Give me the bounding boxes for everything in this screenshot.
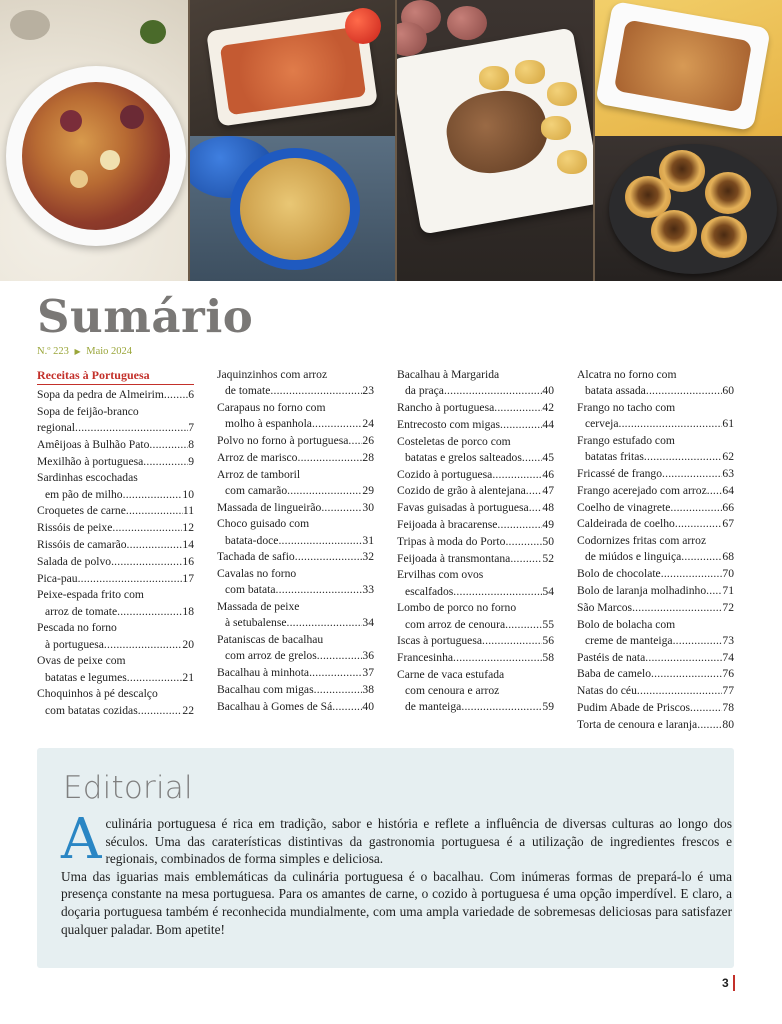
triangle-icon: ▶ xyxy=(74,347,81,356)
toc-page-number: 49 xyxy=(542,517,554,531)
toc-page-number: 47 xyxy=(542,484,554,498)
toc-entry xyxy=(217,516,374,548)
toc-entry-title: Mexilhão à portuguesa xyxy=(37,454,144,468)
toc-entry-title: São Marcos xyxy=(577,600,633,614)
toc-page-number: 52 xyxy=(542,551,554,565)
toc-entry xyxy=(217,433,374,449)
toc-page-number: 67 xyxy=(722,517,734,531)
toc-page-number: 7 xyxy=(188,421,194,434)
photo-stew-dish xyxy=(595,0,782,136)
toc-entry-line: Alcatra no forno com xyxy=(577,368,677,381)
toc-entry-title: Francesinha xyxy=(397,651,454,665)
toc-page-number: 9 xyxy=(188,454,194,468)
toc-entry xyxy=(217,632,374,664)
toc-leader-dots xyxy=(78,571,183,587)
toc-entry xyxy=(37,620,194,652)
toc-page-number: 11 xyxy=(182,504,194,518)
toc-entry xyxy=(577,600,734,616)
toc-leader-dots xyxy=(348,433,362,449)
toc-entry-title: Bacalhau à minhota xyxy=(217,666,310,680)
toc-leader-dots xyxy=(697,717,722,733)
toc-page-number: 28 xyxy=(362,450,374,464)
toc-entry-line: Codornizes fritas com arroz xyxy=(577,534,707,548)
toc-entry-title: Tripas à moda do Porto xyxy=(397,534,506,548)
toc-entry xyxy=(577,367,734,399)
toc-page-number: 76 xyxy=(722,667,734,681)
toc-entry xyxy=(397,600,554,632)
toc-leader-dots xyxy=(529,500,543,516)
food-photo-collage xyxy=(0,0,782,281)
page-number: 3 xyxy=(722,976,729,990)
toc-entry xyxy=(37,437,194,453)
toc-entry xyxy=(577,666,734,682)
toc-entry-title: creme de manteiga xyxy=(585,633,673,647)
toc-leader-dots xyxy=(117,604,182,620)
toc-entry xyxy=(217,682,374,698)
toc-entry-title: molho à espanhola xyxy=(225,417,312,431)
toc-entry-line: Frango estufado com xyxy=(577,434,675,447)
toc-leader-dots xyxy=(637,683,723,699)
toc-entry xyxy=(397,400,554,416)
toc-page-number: 78 xyxy=(722,700,734,714)
toc-page-number: 40 xyxy=(542,384,554,398)
toc-leader-dots xyxy=(492,467,542,483)
toc-page-number: 73 xyxy=(722,633,734,647)
toc-leader-dots xyxy=(104,637,182,653)
toc-page-number: 18 xyxy=(182,604,194,618)
toc-page-number: 30 xyxy=(362,500,374,514)
toc-page-number: 77 xyxy=(722,684,734,698)
toc-leader-dots xyxy=(126,503,183,519)
toc-leader-dots xyxy=(673,633,723,649)
editorial-paragraph-2: Uma das iguarias mais emblemáticas da culinária portuguesa é o bacalhau. Com inúmeras formas de prepará-lo é uma presença constante na mesa portuguesa. Para os amantes de carne, o cozido à portuguesa é uma opção imperdível. E claro, a doçaria portuguesa também é reconhecida mundialmente, com uma ampla variedade de sobremesas deliciosas para satisfazer qualquer paladar. Bom apetite! xyxy=(61,868,732,937)
toc-entry xyxy=(577,516,734,532)
toc-entry-title: Feijoada à bracarense xyxy=(397,517,498,531)
toc-leader-dots xyxy=(286,615,362,631)
toc-entry-title: Amêijoas à Bulhão Pato xyxy=(37,437,150,451)
toc-page-number: 31 xyxy=(362,533,374,547)
toc-entry-line: Cavalas no forno xyxy=(217,567,297,581)
toc-leader-dots xyxy=(444,383,542,399)
toc-leader-dots xyxy=(164,387,188,403)
issue-number: N.º 223 xyxy=(37,346,69,357)
toc-entry-title: arroz de tomate xyxy=(45,604,118,618)
toc-page-number: 36 xyxy=(362,649,374,663)
toc-entry-title: batata-doce xyxy=(225,533,279,547)
toc-page-number: 74 xyxy=(722,650,734,664)
toc-entry xyxy=(397,417,554,433)
toc-page-number: 44 xyxy=(542,417,554,431)
toc-entry-title: Bacalhau com migas xyxy=(217,682,314,696)
toc-page-number: 29 xyxy=(362,483,374,497)
toc-entry-line: Jaquinzinhos com arroz xyxy=(217,368,328,381)
toc-page-number: 72 xyxy=(722,600,734,614)
toc-entry-line: Arroz de tamboril xyxy=(217,467,301,481)
toc-entry xyxy=(37,587,194,619)
toc-entry xyxy=(217,467,374,499)
toc-entry xyxy=(577,650,734,666)
toc-entry-title: Sopa da pedra de Almeirim xyxy=(37,388,164,401)
toc-leader-dots xyxy=(618,416,722,432)
toc-entry xyxy=(397,551,554,567)
toc-page-number: 61 xyxy=(722,417,734,431)
toc-entry xyxy=(397,534,554,550)
toc-leader-dots xyxy=(497,517,542,533)
toc-page-number: 71 xyxy=(722,583,734,597)
toc-page-number: 62 xyxy=(722,450,734,464)
toc-entry-line: Peixe-espada frito com xyxy=(37,588,144,602)
toc-entry xyxy=(397,517,554,533)
toc-page-number: 63 xyxy=(722,467,734,480)
toc-leader-dots xyxy=(276,582,363,598)
toc-entry-title: Bacalhau à Gomes de Sá xyxy=(217,699,333,713)
toc-leader-dots xyxy=(505,534,542,550)
photo-sardines-rice xyxy=(190,0,395,136)
toc-entry xyxy=(577,500,734,516)
toc-entry-title: batata assada xyxy=(585,384,646,398)
toc-leader-dots xyxy=(111,554,182,570)
section-title: Receitas à Portuguesa xyxy=(37,367,194,385)
toc-entry-title: com arroz de grelos xyxy=(225,649,317,663)
toc-entry-line: Ovas de peixe com xyxy=(37,654,126,668)
editorial-body xyxy=(61,807,732,938)
toc-page-number: 68 xyxy=(722,550,734,564)
editorial-dropcap: A xyxy=(61,807,102,872)
toc-leader-dots xyxy=(461,699,542,715)
toc-page-number: 40 xyxy=(362,699,374,713)
toc-entry-line: Choquinhos à pé descalço xyxy=(37,687,158,701)
toc-leader-dots xyxy=(645,650,722,666)
toc-entry xyxy=(37,686,194,718)
toc-page-number: 32 xyxy=(362,550,374,564)
toc-page-number: 33 xyxy=(362,583,374,597)
toc-page-number: 12 xyxy=(182,521,194,535)
toc-entry-title: Caldeirada de coelho xyxy=(577,517,675,531)
toc-leader-dots xyxy=(632,600,722,616)
toc-entry xyxy=(577,566,734,582)
toc-entry-title: Pica-pau xyxy=(37,571,78,585)
toc-page-number: 14 xyxy=(182,537,194,551)
toc-entry xyxy=(397,367,554,399)
toc-entry xyxy=(37,537,194,553)
toc-entry-title: Rissóis de peixe xyxy=(37,521,113,535)
toc-entry xyxy=(397,500,554,516)
toc-page-number: 55 xyxy=(542,617,554,631)
toc-entry-title: Rancho à portuguesa xyxy=(397,401,495,414)
toc-leader-dots xyxy=(138,703,183,719)
toc-leader-dots xyxy=(661,566,723,582)
toc-entry-line: Lombo de porco no forno xyxy=(397,601,517,615)
toc-page-number: 48 xyxy=(542,501,554,515)
toc-page-number: 54 xyxy=(542,584,554,598)
contents-column-2 xyxy=(217,367,374,716)
toc-leader-dots xyxy=(681,549,722,565)
toc-entry-title: Cozido à portuguesa xyxy=(397,467,493,481)
toc-entry-title: Entrecosto com migas xyxy=(397,417,501,431)
toc-leader-dots xyxy=(314,682,363,698)
toc-entry-title: de tomate xyxy=(225,384,271,398)
toc-entry xyxy=(577,400,734,432)
toc-entry-line: Carapaus no forno com xyxy=(217,401,326,414)
toc-entry xyxy=(577,483,734,499)
toc-leader-dots xyxy=(646,383,723,399)
toc-entry xyxy=(37,554,194,570)
toc-entry xyxy=(217,400,374,432)
toc-page-number: 20 xyxy=(182,637,194,651)
toc-entry xyxy=(577,700,734,716)
editorial-title: Editorial xyxy=(63,770,193,806)
toc-leader-dots xyxy=(675,516,723,532)
toc-entry-line: Carne de vaca estufada xyxy=(397,667,505,681)
toc-entry xyxy=(217,367,374,399)
toc-entry xyxy=(577,583,734,599)
toc-entry xyxy=(37,653,194,685)
toc-entry-title: Iscas à portuguesa xyxy=(397,634,482,648)
toc-leader-dots xyxy=(143,454,188,470)
toc-entry-title: Torta de cenoura e laranja xyxy=(577,717,698,731)
toc-entry-title: Fricassé de frango xyxy=(577,467,662,480)
toc-entry-line: com cenoura e arroz xyxy=(405,684,500,698)
toc-page-number: 17 xyxy=(182,571,194,585)
toc-entry-title: com batatas cozidas xyxy=(45,703,138,717)
toc-entry xyxy=(217,500,374,516)
toc-leader-dots xyxy=(295,549,363,565)
toc-entry-title: Baba de camelo xyxy=(577,667,652,681)
toc-entry xyxy=(37,387,194,403)
toc-entry-line: Massada de peixe xyxy=(217,600,300,614)
toc-entry-line: Choco guisado com xyxy=(217,517,310,531)
toc-page-number: 26 xyxy=(362,434,374,447)
toc-entry-title: da praça xyxy=(405,384,444,398)
toc-leader-dots xyxy=(321,500,362,516)
toc-entry-title: regional xyxy=(37,421,75,434)
toc-leader-dots xyxy=(127,670,183,686)
toc-entry xyxy=(577,466,734,482)
toc-page-number: 38 xyxy=(362,682,374,696)
toc-leader-dots xyxy=(317,648,363,664)
toc-entry-line: Costeletas de porco com xyxy=(397,434,511,448)
toc-entry xyxy=(577,617,734,649)
toc-entry-title: Croquetes de carne xyxy=(37,504,126,518)
toc-page-number: 10 xyxy=(182,487,194,501)
toc-entry xyxy=(217,599,374,631)
toc-entry xyxy=(397,667,554,716)
toc-page-number: 59 xyxy=(542,700,554,714)
toc-entry-title: batatas e legumes xyxy=(45,670,127,684)
toc-leader-dots xyxy=(287,483,362,499)
toc-entry-title: Pastéis de nata xyxy=(577,650,646,664)
toc-entry-title: à portuguesa xyxy=(45,637,104,651)
toc-page-number: 8 xyxy=(188,437,194,451)
toc-page-number: 66 xyxy=(722,500,734,514)
toc-leader-dots xyxy=(297,450,362,466)
toc-entry-title: com arroz de cenoura xyxy=(405,617,506,631)
toc-entry-line: Bacalhau à Margarida xyxy=(397,368,500,381)
photo-custard-tarts xyxy=(595,136,782,281)
toc-leader-dots xyxy=(526,483,543,499)
toc-leader-dots xyxy=(644,449,722,465)
toc-entry xyxy=(37,454,194,470)
toc-page-number: 60 xyxy=(722,384,734,398)
toc-entry xyxy=(397,567,554,599)
toc-entry xyxy=(577,683,734,699)
toc-leader-dots xyxy=(453,584,542,600)
toc-leader-dots xyxy=(670,500,722,516)
issue-date: Maio 2024 xyxy=(86,346,133,357)
toc-leader-dots xyxy=(270,383,362,399)
toc-entry xyxy=(37,470,194,502)
toc-entry xyxy=(37,571,194,587)
toc-page-number: 70 xyxy=(722,567,734,581)
editorial-box xyxy=(37,748,734,968)
toc-entry-title: Tachada de safio xyxy=(217,550,295,564)
toc-entry-title: de manteiga xyxy=(405,700,462,714)
toc-entry-title: Bolo de chocolate xyxy=(577,567,661,581)
toc-page-number: 22 xyxy=(182,703,194,717)
toc-entry-line: Frango no tacho com xyxy=(577,401,676,414)
toc-leader-dots xyxy=(312,416,362,432)
toc-leader-dots xyxy=(149,437,188,453)
toc-entry xyxy=(577,717,734,733)
toc-leader-dots xyxy=(482,633,542,649)
issue-info xyxy=(37,346,132,357)
toc-leader-dots xyxy=(112,520,182,536)
toc-page-number: 50 xyxy=(542,534,554,548)
toc-entry-title: com camarão xyxy=(225,483,288,497)
toc-entry xyxy=(217,549,374,565)
toc-page-number: 21 xyxy=(182,670,194,684)
toc-entry xyxy=(37,503,194,519)
toc-page-number: 80 xyxy=(722,717,734,731)
toc-leader-dots xyxy=(510,551,542,567)
toc-entry xyxy=(397,483,554,499)
toc-entry xyxy=(217,450,374,466)
toc-entry xyxy=(217,566,374,598)
toc-leader-dots xyxy=(690,700,722,716)
toc-entry-title: batatas e grelos salteados xyxy=(405,450,522,464)
toc-page-number: 6 xyxy=(188,388,194,401)
toc-entry-title: Frango acerejado com arroz xyxy=(577,483,707,497)
toc-leader-dots xyxy=(500,417,542,433)
toc-leader-dots xyxy=(662,466,722,482)
toc-page-number: 42 xyxy=(542,401,554,414)
page-title: Sumário xyxy=(37,290,254,343)
toc-entry xyxy=(37,520,194,536)
toc-entry-line: Sopa de feijão-branco xyxy=(37,404,139,418)
toc-entry-line: Pescada no forno xyxy=(37,621,117,635)
toc-entry-title: Natas do céu xyxy=(577,684,637,698)
toc-entry-line: Bolo de bolacha com xyxy=(577,617,676,631)
editorial-paragraph-1: culinária portuguesa é rica em tradição, sabor e história e reflete a influência de diversas culturas ao longo dos séculos. Uma das caraterísticas distintivas da gastronomia portuguesa é a utilização de ingredientes frescos e regionais, combinados de forma simples e deliciosa. xyxy=(105,816,732,867)
contents-column-1 xyxy=(37,367,194,719)
toc-entry-title: Salada de polvo xyxy=(37,554,112,568)
toc-entry xyxy=(397,650,554,666)
toc-page-number: 46 xyxy=(542,467,554,481)
toc-leader-dots xyxy=(707,483,723,499)
toc-entry xyxy=(397,467,554,483)
contents-column-4 xyxy=(577,367,734,734)
contents-column-3 xyxy=(397,367,554,716)
photo-soup-bowl xyxy=(0,0,188,281)
toc-page-number: 23 xyxy=(362,384,374,398)
toc-entry-title: Rissóis de camarão xyxy=(37,537,127,551)
toc-entry-title: cerveja xyxy=(585,417,619,431)
toc-entry-title: Polvo no forno à portuguesa xyxy=(217,434,349,447)
toc-leader-dots xyxy=(75,420,188,436)
toc-entry xyxy=(397,633,554,649)
toc-page-number: 24 xyxy=(362,417,374,431)
toc-leader-dots xyxy=(706,583,722,599)
toc-leader-dots xyxy=(309,665,362,681)
toc-page-number: 16 xyxy=(182,554,194,568)
toc-entry-title: em pão de milho xyxy=(45,487,123,501)
toc-entry xyxy=(577,533,734,565)
toc-entry xyxy=(397,434,554,466)
page-number-bar xyxy=(733,975,735,991)
toc-entry-title: de miúdos e linguiça xyxy=(585,550,682,564)
toc-entry-title: escalfados xyxy=(405,584,454,598)
toc-entry xyxy=(217,665,374,681)
toc-entry-title: Arroz de marisco xyxy=(217,450,298,464)
toc-page-number: 56 xyxy=(542,634,554,648)
toc-page-number: 58 xyxy=(542,651,554,665)
photo-roast-meat-potatoes xyxy=(397,0,593,281)
toc-entry xyxy=(217,699,374,715)
toc-entry-title: batatas fritas xyxy=(585,450,644,464)
toc-page-number: 45 xyxy=(542,450,554,464)
toc-leader-dots xyxy=(651,666,722,682)
toc-entry xyxy=(37,404,194,436)
toc-entry-line: Ervilhas com ovos xyxy=(397,568,484,582)
toc-entry-title: Favas guisadas à portuguesa xyxy=(397,501,529,515)
toc-entry-title: à setubalense xyxy=(225,616,287,630)
toc-entry-line: Sardinhas escochadas xyxy=(37,471,138,485)
toc-leader-dots xyxy=(332,699,362,715)
toc-entry-title: Coelho de vinagrete xyxy=(577,500,671,514)
toc-leader-dots xyxy=(127,537,183,553)
toc-leader-dots xyxy=(494,400,542,416)
toc-entry-title: Feijoada à transmontana xyxy=(397,551,511,565)
toc-entry-line: Pataniscas de bacalhau xyxy=(217,633,324,647)
toc-page-number: 34 xyxy=(362,616,374,630)
toc-entry-title: Cozido de grão à alentejana xyxy=(397,484,526,498)
toc-leader-dots xyxy=(123,487,183,503)
toc-leader-dots xyxy=(453,650,542,666)
toc-page-number: 64 xyxy=(722,483,734,497)
toc-page-number: 37 xyxy=(362,666,374,680)
toc-entry-title: Pudim Abade de Priscos xyxy=(577,700,691,714)
toc-entry-title: Massada de lingueirão xyxy=(217,500,322,514)
photo-pasta-pot xyxy=(190,136,395,281)
toc-entry-title: com batata xyxy=(225,583,276,597)
toc-leader-dots xyxy=(278,533,362,549)
toc-leader-dots xyxy=(505,617,542,633)
toc-leader-dots xyxy=(522,450,543,466)
toc-entry-title: Bolo de laranja molhadinho xyxy=(577,583,707,597)
toc-entry xyxy=(577,433,734,465)
